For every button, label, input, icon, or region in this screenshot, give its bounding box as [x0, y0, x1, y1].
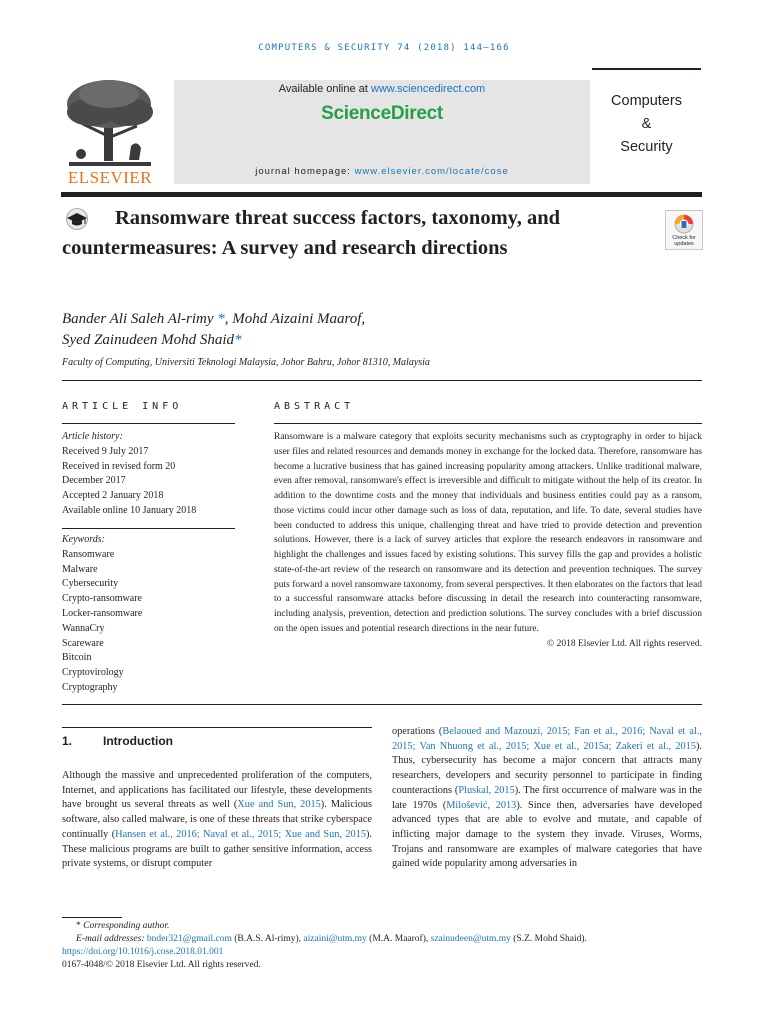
history-item: Available online 10 January 2018 — [62, 504, 197, 516]
journal-title-box — [592, 68, 701, 186]
journal-homepage-link[interactable]: www.elsevier.com/locate/cose — [354, 166, 509, 177]
body-text: ). Malicious software, also called malware, is one of these threats that strike cyberspace continually ( — [62, 799, 373, 840]
body-text: ). These malicious programs are built to gather sensitive information, access private systems, or disrupt computer — [62, 828, 372, 870]
available-online-label: Available online at — [278, 83, 371, 95]
corresponding-author-note — [62, 920, 722, 933]
intro-column-right — [392, 725, 702, 872]
sciencedirect-banner — [174, 80, 590, 184]
sciencedirect-link[interactable]: www.sciencedirect.com — [370, 83, 486, 95]
email-link[interactable]: bnder321@gmail.com — [146, 934, 232, 944]
abstract-copyright: © 2018 Elsevier Ltd. All rights reserved. — [547, 638, 702, 649]
elsevier-wordmark: ELSEVIER — [67, 168, 153, 187]
citation-link[interactable]: Hansen et al., 2016; Naval et al., 2015; Xue and Sun, 2015 — [115, 828, 366, 840]
corresponding-author-marker[interactable]: * — [234, 332, 242, 348]
keyword-item: Crypto-ransomware — [62, 593, 142, 605]
footnote-star: * — [76, 921, 81, 931]
body-text: ). Since then, adversaries have developed advanced types that are able to evolve and mutate, and capable of inflicting major damage to the system they invade. Viruses, Worms, Trojans and ransomware are examples of malware categories that have gained wide popularity among adversaries in — [392, 799, 702, 870]
article-info-heading: ARTICLE INFO — [62, 401, 183, 412]
abstract-rule — [274, 423, 702, 424]
keyword-item: Locker-ransomware — [62, 607, 143, 619]
header-rule — [62, 380, 702, 381]
corresponding-author-label: Corresponding author. — [83, 921, 170, 931]
keyword-item: Cryptography — [62, 681, 118, 693]
keyword-item: Malware — [62, 563, 98, 575]
intro-rule — [62, 727, 372, 728]
doi-link[interactable]: https://doi.org/10.1016/j.cose.2018.01.001 — [62, 947, 224, 957]
body-text: ). The first occurrence of malware was in the late 1970s ( — [392, 784, 702, 811]
masthead-rule — [61, 192, 702, 197]
keyword-item: Scareware — [62, 637, 104, 649]
available-online-line — [174, 83, 590, 95]
abstract-heading: ABSTRACT — [274, 401, 355, 412]
badge-line: Check for — [672, 235, 696, 241]
journal-title — [592, 90, 701, 159]
crossmark-icon — [666, 211, 702, 235]
body-text: ). Thus, cybersecurity has become a major concern that attracts many researchers, developers and security personnel to participate in finding counteractions ( — [392, 740, 702, 796]
keyword-item: WannaCry — [62, 622, 105, 634]
footnote-rule — [62, 917, 122, 918]
author-name: Syed Zainudeen Mohd Shaid — [62, 332, 235, 348]
history-item: Received in revised form 20 — [62, 460, 176, 472]
email-owner: (M.A. Maarof), — [366, 934, 431, 944]
keyword-item: Bitcoin — [62, 652, 92, 664]
abstract-body — [274, 430, 702, 651]
citation-link[interactable]: Belaoued and Mazouzi, 2015; Fan et al., 2016; Naval et al., 2015; Van Nhuong et al., 2015; Xue et al., 2015a; Zakeri et al., 2015 — [392, 726, 702, 752]
keywords-label: Keywords: — [62, 534, 105, 545]
check-for-updates-text — [666, 235, 702, 247]
author-name: , Mohd Aizaini Maarof, — [224, 311, 366, 327]
email-owner: (S.Z. Mohd Shaid). — [510, 934, 587, 944]
abstract-text: Ransomware is a malware category that exploits security mechanisms such as cryptography in order to hijack user files and related resources and demands money in exchange for the locked data. Therefore, ransomware has become a lucrative business that has gained increasing popularity among attackers. Unlike traditional malware, even after removal, ransomware's effect is irreversible and difficult to mitigate without the help of its creator. In addition to the downtime costs and the money that individuals and business entities could pay as a ransom, those victims could incur other damage such as loss of data, reputation, and life. To date, several studies have been conducted to address this unique, challenging threat and have tried to provide detection and prevention solutions. However, there is a lack of survey articles that explore the research endeavors in ransomware and highlight the challenges and issues faced by existing solutions. This survey fills the gap and provides a holistic state-of-the-art review of the research on ransomware and its detection and prevention techniques. The survey puts forward a novel ransomware taxonomy, from several perspectives. It then elaborates on the factors that lead to a successful ransomware attacks before discussing in detail the research into counteracting ransomware, including analysis, prevention, detection and prediction solutions. The survey concludes with a brief discussion on the open issues and potential research directions in the near future. — [274, 432, 702, 634]
email-link[interactable]: szainudeen@utm.my — [430, 934, 511, 944]
intro-column-left — [62, 769, 372, 872]
author-line — [62, 330, 622, 351]
keyword-item: Cryptovirology — [62, 667, 124, 679]
email-label: E-mail addresses: — [76, 934, 145, 944]
journal-title-line: Computers — [611, 93, 682, 109]
journal-homepage-label: journal homepage: — [255, 166, 355, 177]
citation-link[interactable]: Milošević, 2013 — [446, 799, 517, 811]
history-item: Received 9 July 2017 — [62, 445, 149, 457]
corresponding-author-marker[interactable]: * — [217, 311, 225, 327]
badge-line: updates — [674, 241, 694, 247]
sciencedirect-logo[interactable]: ScienceDirect — [321, 103, 443, 124]
check-for-updates-badge[interactable] — [665, 210, 703, 250]
author-line — [62, 309, 622, 330]
running-head: COMPUTERS & SECURITY 74 (2018) 144–166 — [258, 43, 510, 53]
keyword-item: Ransomware — [62, 548, 115, 560]
keywords-rule — [62, 528, 235, 529]
body-text: Although the massive and unprecedented proliferation of the computers, Internet, and applications has facilitated our lifestyle, these developments have brought us several threats as well ( — [62, 770, 372, 811]
issn-line: 0167-4048/© 2018 Elsevier Ltd. All rights reserved. — [62, 960, 261, 970]
section-number: 1. — [62, 734, 73, 748]
journal-title-line: & — [641, 116, 652, 132]
article-history-label: Article history: — [62, 431, 123, 442]
email-addresses — [62, 933, 722, 946]
history-item: December 2017 — [62, 475, 126, 487]
section-heading-introduction — [62, 734, 173, 748]
affiliation: Faculty of Computing, Universiti Teknologi Malaysia, Johor Bahru, Johor 81310, Malaysia — [62, 357, 430, 368]
article-title-text: Ransomware threat success factors, taxonomy, and countermeasures: A survey and research directions — [62, 207, 561, 259]
article-info-rule — [62, 423, 235, 424]
history-item: Accepted 2 January 2018 — [62, 490, 164, 502]
citation-link[interactable]: Pluskal, 2015 — [458, 784, 515, 796]
keyword-item: Cybersecurity — [62, 578, 119, 590]
abstract-end-rule — [62, 704, 702, 705]
email-owner: (B.A.S. Al-rimy), — [231, 934, 304, 944]
body-text: operations ( — [392, 726, 443, 737]
article-info-panel — [62, 430, 235, 519]
journal-homepage-line — [174, 166, 590, 177]
journal-title-line: Security — [620, 139, 673, 155]
citation-link[interactable]: Xue and Sun, 2015 — [237, 799, 321, 811]
elsevier-logo[interactable] — [61, 76, 159, 186]
section-title: Introduction — [103, 734, 173, 748]
email-link[interactable]: aizaini@utm.my — [303, 934, 367, 944]
footnotes — [62, 920, 722, 972]
author-name: Bander Ali Saleh Al-rimy — [62, 311, 214, 327]
author-list — [62, 309, 622, 351]
keywords-panel — [62, 533, 235, 696]
article-title — [62, 204, 622, 263]
